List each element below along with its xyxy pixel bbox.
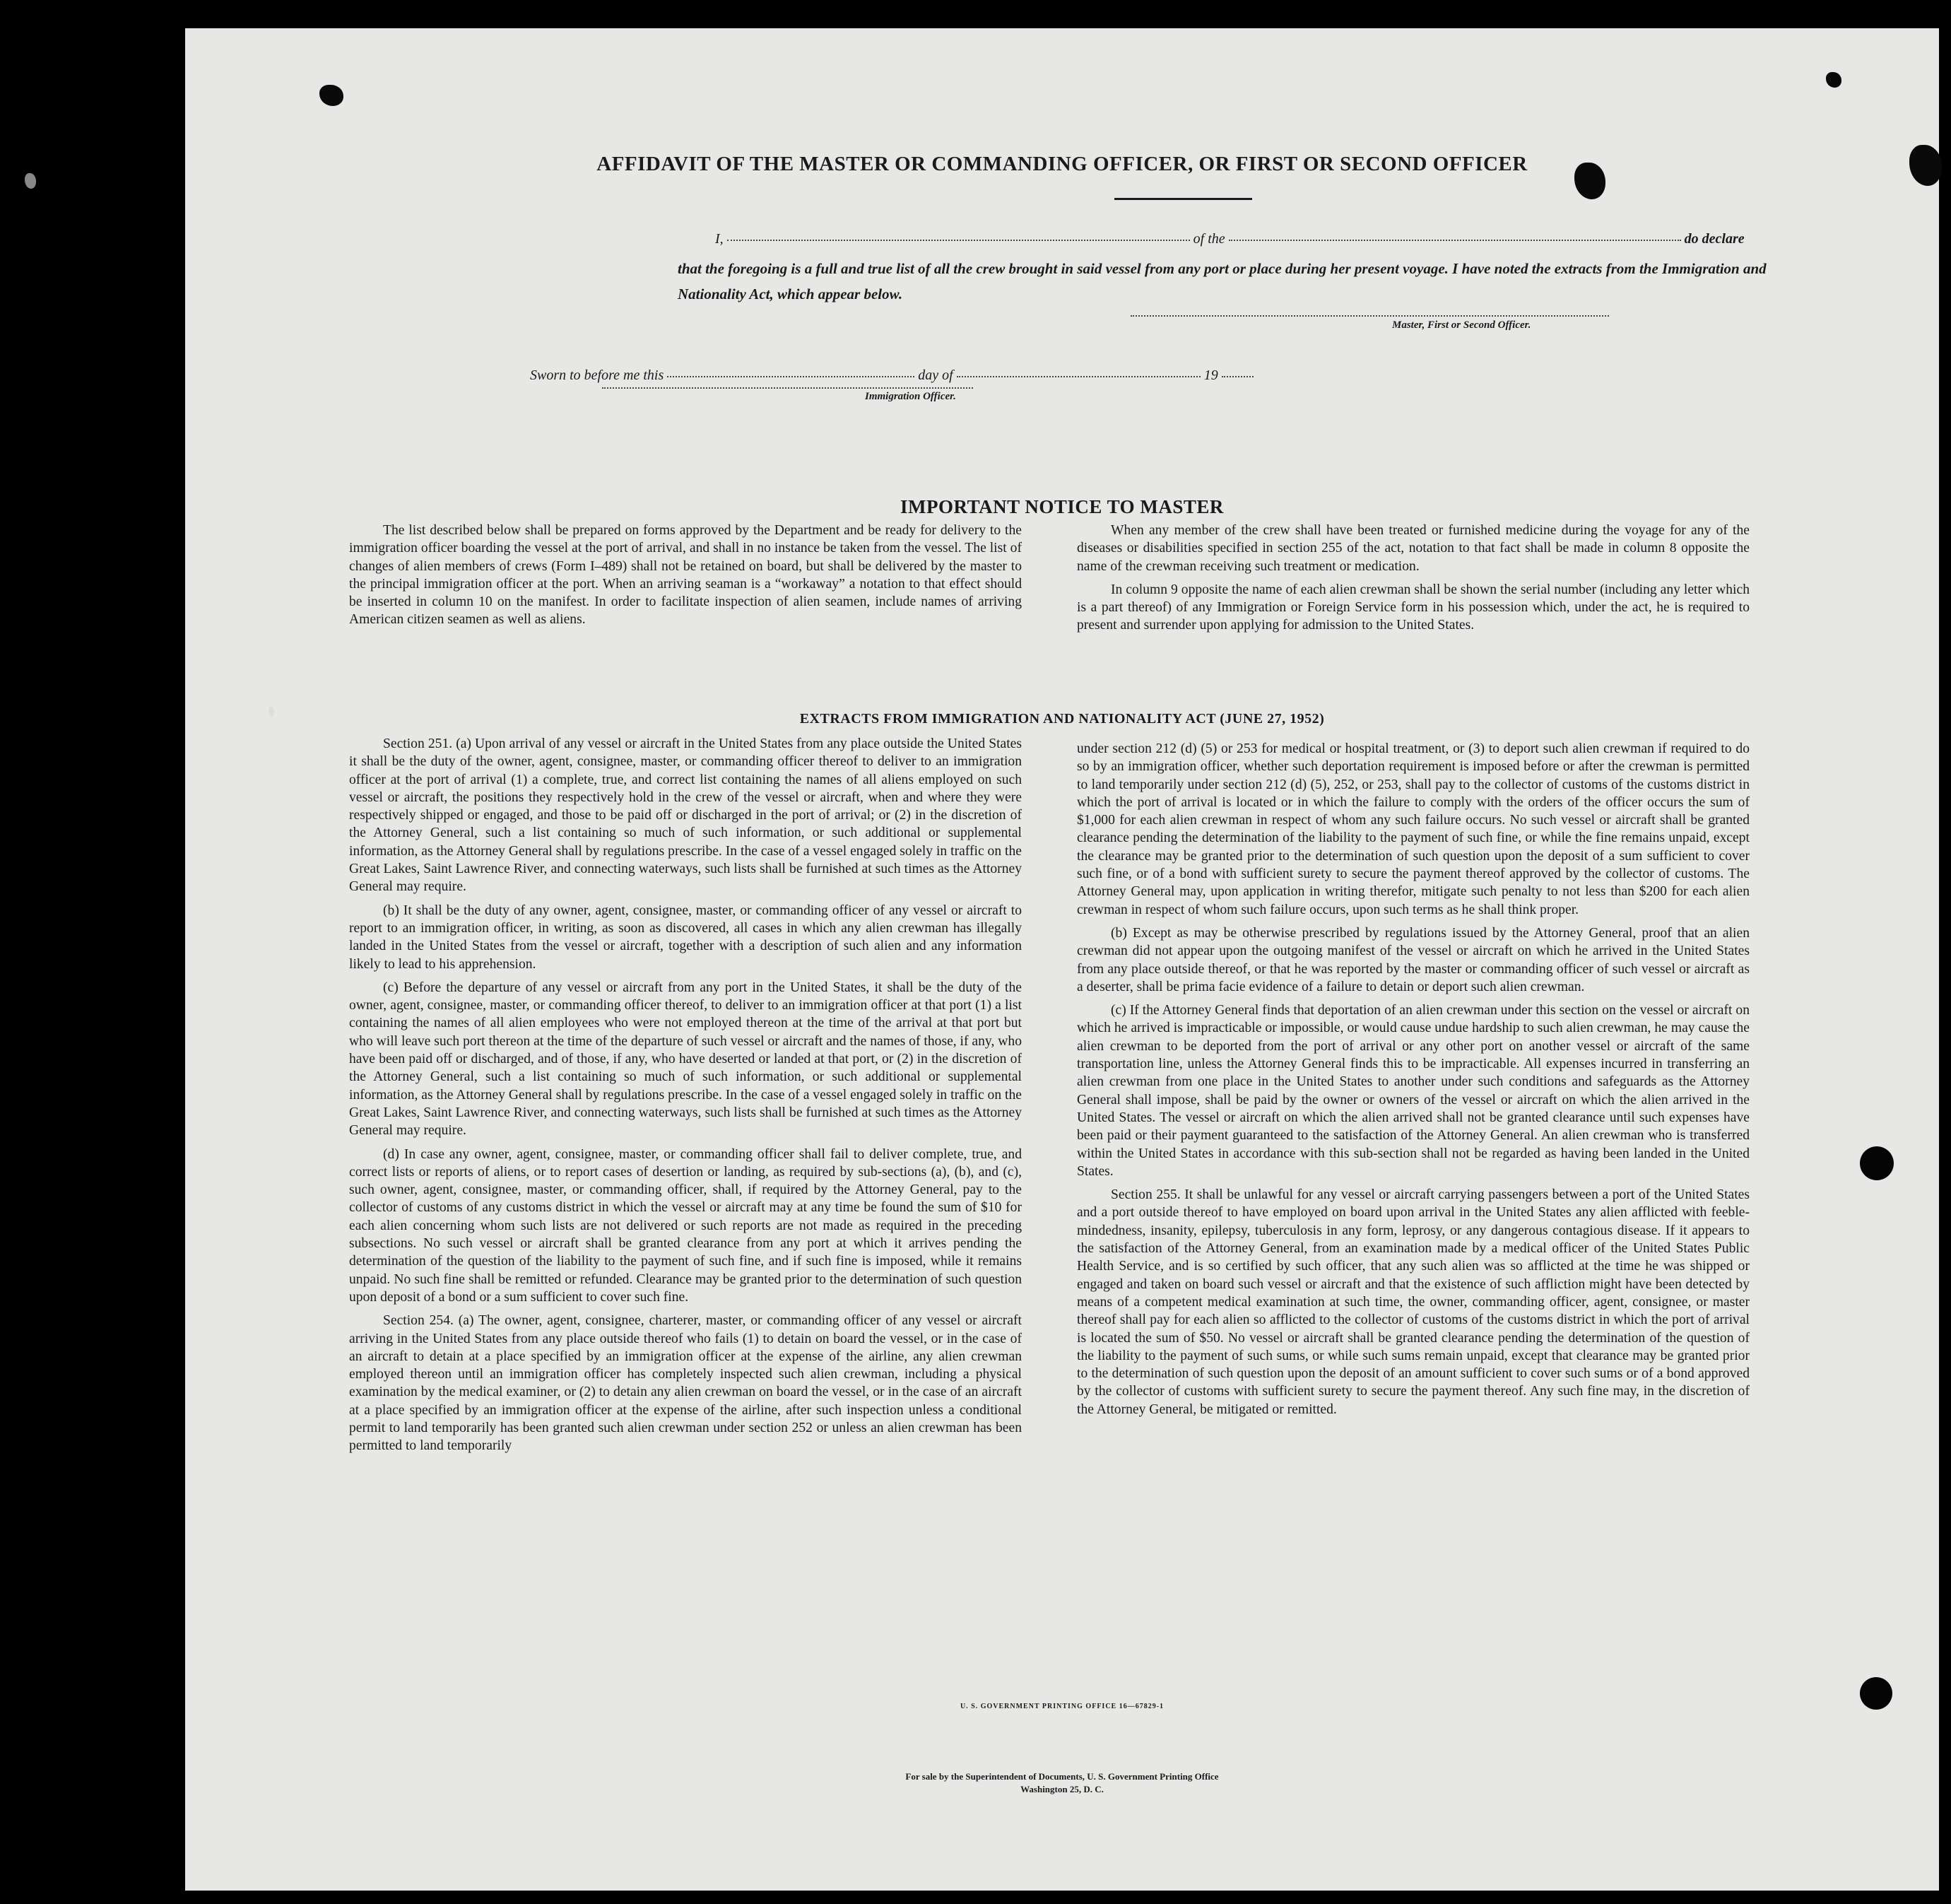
sworn-day-field[interactable]: [667, 375, 914, 377]
print-code: U. S. GOVERNMENT PRINTING OFFICE 16—67829-1: [960, 1703, 1165, 1710]
year-label: 19: [1203, 368, 1218, 383]
declarant-prefix: I,: [715, 231, 724, 247]
punch-hole: [1860, 1146, 1894, 1180]
extracts-title: EXTRACTS FROM IMMIGRATION AND NATIONALITY ACT (JUNE 27, 1952): [799, 711, 1325, 727]
notice-paragraph: When any member of the crew shall have been treated or furnished medicine during the voyage for any of the diseases or disabilities specified in section 255 of the act, notation to that fact shall be made in column 8 opposite the name of the crewman receiving such treatment or medication.: [1077, 523, 1750, 574]
sale-line-2: Washington 25, D. C.: [1020, 1784, 1104, 1794]
ink-blot: [269, 707, 274, 717]
extracts-right-column: [1077, 740, 1750, 1424]
sworn-prefix: Sworn to before me this: [530, 368, 664, 383]
vessel-prefix: of the: [1193, 231, 1225, 247]
notice-right-column: [1077, 522, 1750, 640]
statute-paragraph: (c) Before the departure of any vessel or aircraft from any port in the United States, it shall be the duty of the owner, agent, consignee, master, or commanding officer thereof, to deliver to an immigration officer at that port (1) a list containing the names of all alien employees who were not employed thereon at the time of the arrival at that port but who will leave such port thereon at the time of the departure of such vessel or aircraft and the names of those, if any, who have been paid off or discharged, and of those, if any, who have deserted or landed at that port, or (2) in the discretion of the Attorney General, such a list containing so much of such information, or such additional or supplemental information, as the Attorney General shall by regulations prescribe. In the case of a vessel engaged solely in traffic on the Great Lakes, Saint Lawrence River, and connecting waterways, such lists shall be furnished at such times as the Attorney General may require.: [349, 980, 1022, 1139]
statute-paragraph: (c) If the Attorney General finds that deportation of an alien crewman under this section on the vessel or aircraft on which he arrived is impracticable or impossible, or would cause undue hardship to such alien crewman, he may cause the alien crewman to be deported from the port of arrival or any other port on another vessel or aircraft of the same transportation line, unless the Attorney General finds this to be impracticable. All expenses incurred in transferring an alien crewman from one place in the United States to another under such conditions and safeguards as the Attorney General shall impose, shall be paid by the owner or owners of the vessel or aircraft on which the alien arrived in the United States. The vessel or aircraft on which the alien arrived shall not be granted clearance until such expenses have been paid or their payment guaranteed to the satisfaction of the Attorney General. An alien crewman who is transferred within the United States in accordance with this sub-section shall not be regarded as having been landed in the United States.: [1077, 1003, 1750, 1179]
statute-paragraph: (b) Except as may be otherwise prescribed by regulations issued by the Attorney General, proof that an alien crewman did not appear upon the outgoing manifest of the vessel or aircraft on which he arrived in the United States from any place outside thereof, or that he was reported by the master or commanding officer of such vessel or aircraft as a deserter, shall be prima facie evidence of a failure to detain or deport such alien crewman.: [1077, 925, 1750, 994]
vessel-name-field[interactable]: [1229, 239, 1681, 241]
statute-paragraph: Section 251. (a) Upon arrival of any vessel or aircraft in the United States from any place outside the United States it shall be the duty of the owner, agent, consignee, master, or commanding officer thereof to deliver to an immigration officer at the port of arrival (1) a complete, true, and correct list containing the names of all aliens employed on such vessel or aircraft, the positions they respectively hold in the crew of the vessel or aircraft, when and where they were respectively shipped or engaged, and those to be paid off or discharged in the port of arrival; or (2) in the discretion of the Attorney General, such a list containing so much of such information, or such additional or supplemental information, as the Attorney General shall by regulations prescribe. In the case of a vessel engaged solely in traffic on the Great Lakes, Saint Lawrence River, and connecting waterways, such lists shall be furnished at such times as the Attorney General may require.: [349, 736, 1022, 895]
officer-signature-field[interactable]: [602, 387, 973, 389]
statute-paragraph: (d) In case any owner, agent, consignee, master, or commanding officer shall fail to deliver complete, true, and correct lists or reports of aliens, or to report cases of desertion or landing, as required by sub-sections (a), (b), and (c), such owner, agent, consignee, master, or commanding officer, shall, if required by the Attorney General, pay to the collector of customs of any customs district in which the vessel or aircraft may at any time be found the sum of $10 for each alien concerning whom such lists are not delivered or such reports are not made as required in the preceding subsections. No such vessel or aircraft shall be granted clearance from any port at which it arrives pending the determination of the question of the liability to the payment of such fine, and if such fine is imposed, while it remains unpaid. No such fine shall be remitted or refunded. Clearance may be granted prior to the determination of such question upon deposit of a bond or a sum sufficient to cover such fine.: [349, 1146, 1022, 1305]
master-signature-label: Master, First or Second Officer.: [1392, 319, 1531, 331]
notice-paragraph: The list described below shall be prepared on forms approved by the Department and be ready for delivery to the immigration officer boarding the vessel at the port of arrival, and shall in no instance be taken from the vessel. The list of changes of alien members of crews (Form I–489) shall not be retained on board, but shall be delivered by the master to the principal immigration officer at the port. When an arriving seaman is a “workaway” a notation to that effect should be inserted in column 10 on the manifest. In order to facilitate inspection of alien seamen, include names of arriving American citizen seamen as well as aliens.: [349, 523, 1022, 628]
sworn-month-field[interactable]: [957, 375, 1201, 377]
declare-suffix: do declare: [1684, 231, 1745, 247]
sale-notice: [185, 1770, 1939, 1796]
officer-signature-label: Immigration Officer.: [865, 391, 956, 402]
statute-paragraph: (b) It shall be the duty of any owner, agent, consignee, master, or commanding officer of any vessel or aircraft to report to an immigration officer, in writing, as soon as discovered, all cases in which any alien crewman has illegally landed in the United States from the vessel or aircraft, together with a description of such alien and any information likely to lead to his apprehension.: [349, 903, 1022, 972]
sworn-year-field[interactable]: [1222, 375, 1254, 377]
statute-paragraph: under section 212 (d) (5) or 253 for medical or hospital treatment, or (3) to deport such alien crewman if required to do so by an immigration officer, whether such deportation requirement is imposed before or after the crewman is permitted to land temporarily under section 212 (d) (5), 252, or 253, shall pay to the collector of customs of the customs district in which the port of arrival is located or in which the failure to comply with the orders of the officer occurs the sum of $1,000 for each alien crewman in respect of whom any such failure occurs. No such vessel or aircraft shall be granted clearance pending the determination of the liability to the payment of such fine, or while the fine remains unpaid, except the clearance may be granted prior to the determination of such question upon the deposit of a sum sufficient to cover such fine, or of a bond with sufficient surety to secure the payment thereof approved by the collector of customs. The Attorney General may, upon application in writing therefor, mitigate such penalty to not less than $200 for each alien crewman in respect of whom such failure occurs, upon such terms as he shall think proper.: [1077, 741, 1750, 917]
notice-left-column: [349, 522, 1022, 635]
ink-blot: [1826, 72, 1841, 88]
statute-paragraph: Section 255. It shall be unlawful for any vessel or aircraft carrying passengers between a port of the United States and a port outside thereof to have employed on board upon arrival in the United States any alien afflicted with feeble-mindedness, insanity, epilepsy, tuberculosis in any form, leprosy, or any dangerous contagious disease. If it appears to the satisfaction of the Attorney General, from an examination made by a medical officer of the United States Public Health Service, and is so certified by such officer, that any such alien was so afflicted at the time he was shipped or engaged and taken on board such vessel or aircraft and that the existence of such affliction might have been detected by means of a competent medical examination at such time, the owner, commanding officer, agent, consignee, or master thereof shall pay for each alien so afflicted to the collector of customs of the customs district in which the port of arrival is located the sum of $50. No vessel or aircraft shall be granted clearance pending the determination of the question of the liability to the payment of such sums, or while such sums remain unpaid, except that clearance may be granted prior to the determination of such question upon the deposit of an amount sufficient to cover such sums or of a bond approved by the collector of customs with sufficient surety to secure the payment thereof. Any such fine may, in the discretion of the Attorney General, be mitigated or remitted.: [1077, 1187, 1750, 1417]
extracts-left-column: [349, 735, 1022, 1461]
affidavit-title: AFFIDAVIT OF THE MASTER OR COMMANDING OFFICER, OR FIRST OR SECOND OFFICER: [596, 153, 1528, 175]
statute-paragraph: Section 254. (a) The owner, agent, consignee, charterer, master, or commanding officer of any vessel or aircraft arriving in the United States from any place outside thereof who fails (1) to detain on board the vessel, or in the case of an aircraft to detain at a place specified by an immigration officer at the expense of the airline, any alien crewman employed thereon until an immigration officer has completely inspected such alien crewman, including a physical examination by the medical examiner, or (2) to detain any alien crewman on board the vessel, or in the case of an aircraft at a place specified by an immigration officer at the expense of the airline, after such inspection unless a conditional permit to land temporarily has been granted such alien crewman under section 252 or unless an alien crewman has been permitted to land temporarily: [349, 1313, 1022, 1454]
sale-line-1: For sale by the Superintendent of Documents, U. S. Government Printing Office: [905, 1771, 1219, 1782]
ink-blot: [25, 173, 36, 189]
declaration-line: [715, 231, 1745, 247]
declaration-text: that the foregoing is a full and true list of all the crew brought in said vessel from any port or place during her present voyage. I have noted the extracts from the Immigration and Nationality Act, which appear below.: [678, 260, 1767, 302]
master-signature-field[interactable]: [1131, 315, 1609, 317]
sworn-line: [530, 368, 1254, 384]
document-page: [185, 28, 1939, 1891]
notice-title: IMPORTANT NOTICE TO MASTER: [900, 496, 1224, 517]
title-rule: [1114, 198, 1252, 200]
ink-blot: [319, 85, 343, 106]
declarant-name-field[interactable]: [727, 239, 1190, 241]
day-of-label: day of: [918, 368, 953, 383]
notice-paragraph: In column 9 opposite the name of each alien crewman shall be shown the serial number (including any letter which is a part thereof) of any Immigration or Foreign Service form in his possession which, under the act, he is required to present and surrender upon applying for admission to the United States.: [1077, 582, 1750, 633]
